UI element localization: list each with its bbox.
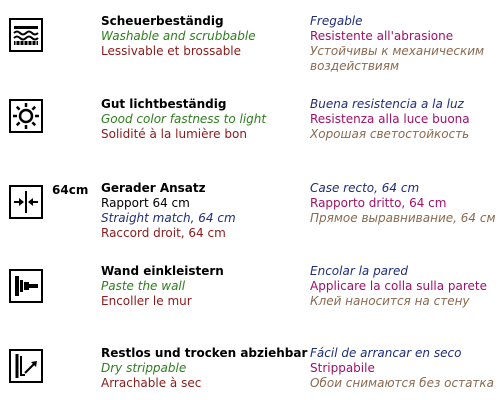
french-label: Lessivable et brossable bbox=[101, 44, 242, 58]
german-label: Gerader Ansatz bbox=[101, 181, 206, 195]
english-label: Good color fastness to light bbox=[101, 112, 267, 126]
scrubbable-wave-brush-icon bbox=[9, 18, 43, 52]
italian-label: Applicare la colla sulla parete bbox=[310, 279, 488, 293]
french-label: Encoller le mur bbox=[101, 294, 192, 308]
paste-the-wall-icon bbox=[9, 269, 43, 303]
straight-match-arrows-icon bbox=[9, 185, 43, 219]
russian-label: Обои снимаются без остатка bbox=[310, 376, 495, 390]
russian-label: Хорошая светостойкость bbox=[310, 127, 470, 141]
english-label: Washable and scrubbable bbox=[101, 29, 256, 43]
spanish-label: Encolar la pared bbox=[310, 264, 408, 278]
german-label: Wand einkleistern bbox=[101, 264, 224, 278]
german-label: Scheuerbeständig bbox=[101, 14, 224, 28]
german-label: Gut lichtbeständig bbox=[101, 97, 227, 111]
german-rapport-label: Rapport 64 cm bbox=[101, 196, 190, 210]
repeat-length-label: 64cm bbox=[52, 183, 89, 197]
english-label: Paste the wall bbox=[101, 279, 186, 293]
spanish-label: Fregable bbox=[310, 14, 363, 28]
english-label: Straight match, 64 cm bbox=[101, 211, 236, 225]
spanish-label: Buena resistencia a la luz bbox=[310, 97, 464, 111]
italian-label: Resistenza alla luce buona bbox=[310, 112, 470, 126]
french-label: Arrachable à sec bbox=[101, 376, 202, 390]
russian-label: Клей наносится на стену bbox=[310, 294, 470, 308]
italian-label: Resistente all'abrasione bbox=[310, 29, 454, 43]
italian-label: Strippabile bbox=[310, 361, 375, 375]
french-label: Solidité à la lumière bon bbox=[101, 127, 247, 141]
english-label: Dry strippable bbox=[101, 361, 187, 375]
russian-label: Устойчивы к механическим bbox=[310, 44, 485, 58]
spanish-label: Fácil de arrancar en seco bbox=[310, 346, 462, 360]
sun-lightfastness-icon bbox=[9, 99, 43, 133]
german-label: Restlos und trocken abziehbar bbox=[101, 346, 308, 360]
strippable-peel-icon bbox=[9, 349, 43, 383]
italian-label: Rapporto dritto, 64 cm bbox=[310, 196, 447, 210]
russian-label: Прямое выравнивание, 64 см bbox=[310, 211, 496, 225]
french-label: Raccord droit, 64 cm bbox=[101, 226, 226, 240]
russian-label-cont: воздействиям bbox=[310, 59, 400, 73]
spanish-label: Case recto, 64 cm bbox=[310, 181, 420, 195]
